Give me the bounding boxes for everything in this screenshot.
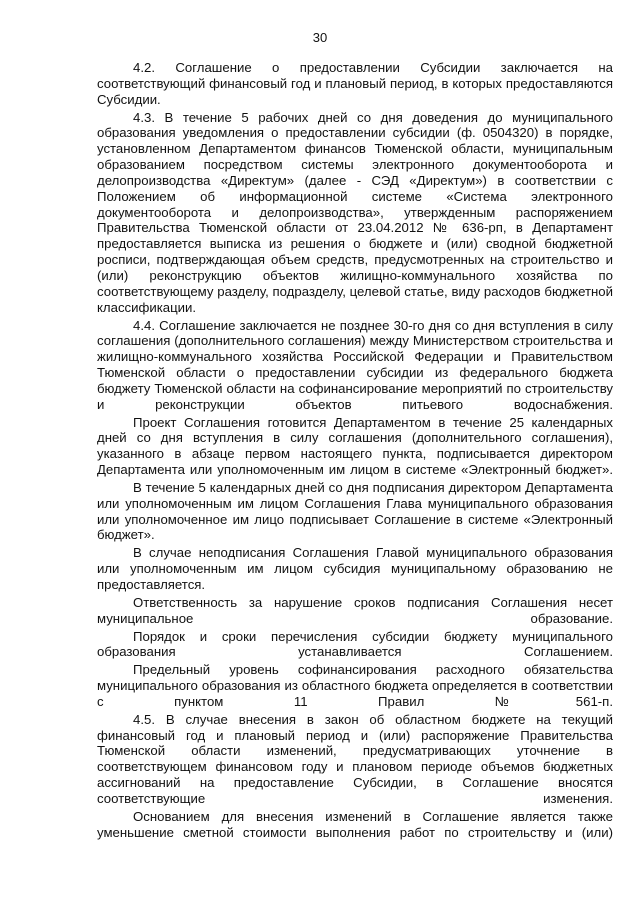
paragraph-text: 4.3. В течение 5 рабочих дней со дня доведения до муниципального образования уведомления о предоставлении субсидии (ф. 0504320) в порядке, установленном Департаментом финансов Тюменской области, муниципальным образованием посредством системы электронного документооборота и делопроизводства «Директум» (далее - СЭД «Директум») в соответствии с Положением об информационной системе «Система электронного документооборота и делопроизводства», утвержденным распоряжением Правительства Тюменской области от 23.04.2012 № 636-рп, в Департамент предоставляется выписка из решения о бюджете и (или) сводной бюджетной росписи, подтверждающая объем средств, предусмотренных на строительство и (или) реконструкцию объектов жилищно-коммунального хозяйства по соответствующему разделу, подразделу, целевой статье, виду — [97, 109, 613, 299]
paragraph-responsibility — [97, 595, 613, 627]
paragraph-text: муниципальное образование. — [97, 610, 613, 626]
paragraph-text: образованию не предоставляется. — [97, 561, 613, 592]
paragraph-text: Предельный уровень софинансирования расходного обязательства муниципального образования из областного бюджета определяется в — [97, 662, 613, 694]
paragraph-text: Соглашение в системе «Электронный бюджет». — [97, 511, 613, 543]
page-number: 30 — [312, 30, 328, 45]
paragraph-signing — [97, 480, 613, 543]
paragraph-text: предоставляются Субсидии. — [97, 75, 614, 107]
paragraph-cofinancing-limit — [97, 662, 613, 710]
paragraph-4-5 — [97, 712, 613, 807]
paragraph-not-signed — [97, 545, 613, 593]
paragraph-4-2 — [97, 60, 613, 108]
paragraph-text: водоснабжения. — [513, 396, 613, 412]
paragraph-text: соответствии с пунктом 11 Правил №561-п. — [97, 678, 613, 709]
paragraph-text: Ответственность за нарушение сроков подписания Соглашения несет — [133, 594, 613, 610]
paragraph-4-3 — [97, 110, 613, 316]
document-body — [97, 60, 613, 841]
paragraph-text: В течение 5 календарных дней со дня подписания директором Департамента или уполномоченным им лицом Соглашения Глава муниципального образования или уполномоченное им лицо подписывает — [97, 479, 613, 527]
paragraph-text: «Электронный бюджет». — [461, 462, 613, 478]
paragraph-text: Проект Соглашения готовится Департаментом в течение 25 календарных дней со дня вступления в силу соглашения (дополнительного соглашения), указанного в абзаце первом настоящего пункта, подписывается директором Департамента или уполномоченным им лицом в системе — [97, 414, 613, 478]
paragraph-text: В случае неподписания Соглашения Главой муниципального образования или уполномоченным им лицом субсидия муниципальному — [97, 545, 613, 577]
paragraph-4-4 — [97, 318, 613, 413]
paragraph-text: Основанием для внесения изменений в Соглашение является также уменьшение сметной стоимости выполнения работ по строительству и (или) — [97, 808, 613, 840]
paragraph-text: 4.5. В случае внесения в закон об областном бюджете на текущий финансовый год и плановый период и (или) распоряжение Правительства Тюменской области изменений, предусматривающих уточнение в соответствующем финансовом году и плановом периоде объемов бюджетных ассигнований на предоставление Субсидии, в Соглашение вносятся — [97, 711, 613, 791]
paragraph-draft-agreement — [97, 415, 613, 478]
paragraph-text: расходов бюджетной классификации. — [97, 283, 614, 315]
paragraph-text: образования устанавливается Соглашением. — [97, 644, 613, 660]
paragraph-grounds-for-changes — [97, 809, 613, 841]
paragraph-transfer-order — [97, 629, 613, 661]
paragraph-text: 4.4. Соглашение заключается не позднее 30-го дня со дня вступления в силу соглашения (дополнительного соглашения) между Министерством строительства и жилищно-коммунального хозяйства Российской Федерации и Правительством Тюменской области о предоставлении субсидии из федерального бюджета бюджету Тюменской области на софинансирование мероприятий по строительству и реконструкции объектов питьевого — [97, 317, 613, 412]
paragraph-text: Порядок и сроки перечисления субсидии бюджету муниципального — [133, 628, 613, 644]
paragraph-text: соответствующие изменения. — [97, 790, 613, 806]
paragraph-text: 4.2. Соглашение о предоставлении Субсидии заключается на соответствующий финансовый год и плановый период, в которых — [97, 60, 613, 91]
